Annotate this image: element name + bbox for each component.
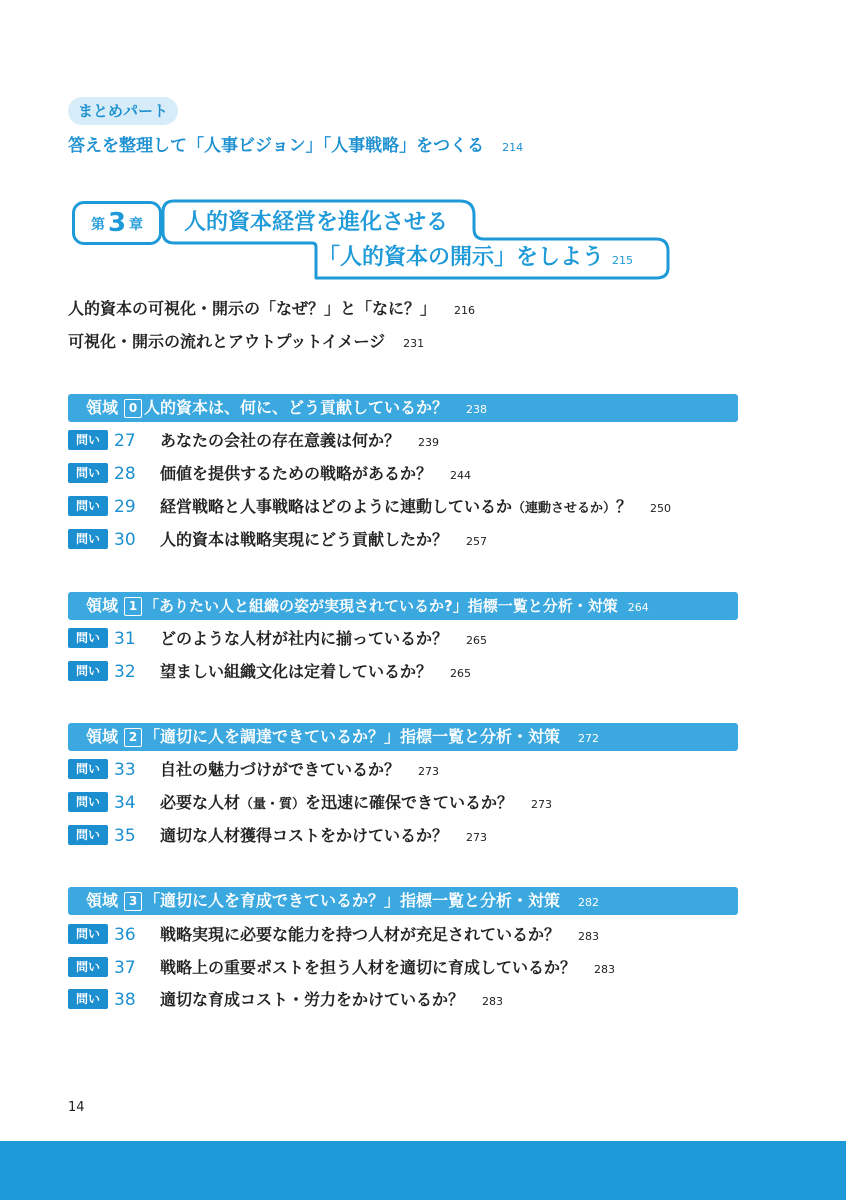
- domain-page: 238: [466, 403, 488, 416]
- summary-entry-title: 答えを整理して「人事ビジョン」「人事戦略」をつくる: [68, 136, 485, 156]
- question-title-end: ？: [616, 497, 633, 516]
- domain-title: 「適切に人を調達できているか？」指標一覧と分析・対策: [144, 727, 561, 746]
- question-number: 30: [114, 530, 136, 550]
- question-row[interactable]: [68, 461, 471, 487]
- question-number: 35: [114, 826, 136, 846]
- domain-0-header[interactable]: [68, 394, 738, 422]
- chapter-suffix: 章: [129, 217, 144, 233]
- question-title: あなたの会社の存在意義は何か？: [160, 431, 401, 450]
- question-title: 価値を提供するための戦略があるか？: [160, 464, 433, 483]
- question-badge: 問い: [68, 661, 108, 681]
- question-title: どのような人材が社内に揃っているか？: [160, 629, 449, 648]
- domain-number-box: 1: [124, 597, 142, 616]
- question-badge: 問い: [68, 759, 108, 779]
- page-number: 14: [68, 1100, 85, 1115]
- summary-entry-page: 214: [502, 141, 524, 154]
- question-page: 283: [578, 930, 600, 943]
- domain-title: 人的資本は、何に、どう貢献しているか？: [144, 398, 449, 417]
- question-row[interactable]: [68, 494, 671, 520]
- question-title: 戦略上の重要ポストを担う人材を適切に育成しているか？: [160, 958, 577, 977]
- question-page: 239: [418, 436, 440, 449]
- question-title-note: （連動させるか）: [512, 501, 617, 516]
- domain-number-box: 3: [124, 892, 142, 911]
- domain-label: 領域: [86, 596, 119, 615]
- question-badge: 問い: [68, 792, 108, 812]
- intro-item-title: 人的資本の可視化・開示の「なぜ？」と「なに？」: [68, 299, 437, 318]
- question-number: 29: [114, 497, 136, 517]
- intro-item[interactable]: [68, 296, 475, 324]
- question-row[interactable]: [68, 626, 487, 652]
- question-title: [160, 497, 632, 516]
- chapter-number: 3: [107, 208, 127, 238]
- intro-item[interactable]: [68, 329, 424, 357]
- question-number: 36: [114, 925, 136, 945]
- question-row[interactable]: [68, 823, 487, 849]
- summary-entry[interactable]: [68, 133, 523, 161]
- question-badge: 問い: [68, 825, 108, 845]
- domain-label: 領域: [86, 398, 119, 417]
- chapter-number-box: [72, 201, 162, 245]
- question-title-note: （量・質）: [240, 797, 306, 812]
- question-badge: 問い: [68, 430, 108, 450]
- question-badge: 問い: [68, 463, 108, 483]
- question-title: 戦略実現に必要な能力を持つ人材が充足されているか？: [160, 925, 561, 944]
- question-row[interactable]: [68, 955, 615, 981]
- domain-1-header[interactable]: [68, 592, 738, 620]
- question-page: 283: [482, 995, 504, 1008]
- question-number: 38: [114, 990, 136, 1010]
- question-title-end: を迅速に確保できているか？: [305, 793, 514, 812]
- question-number: 32: [114, 662, 136, 682]
- domain-page: 272: [578, 732, 600, 745]
- intro-item-page: 231: [403, 337, 425, 350]
- question-row[interactable]: [68, 527, 487, 553]
- question-page: 273: [531, 798, 553, 811]
- question-page: 273: [418, 765, 440, 778]
- domain-label: 領域: [86, 727, 119, 746]
- chapter-title-line2-row[interactable]: [318, 241, 633, 278]
- domain-title: 「ありたい人と組織の姿が実現されているか?」指標一覧と分析・対策: [144, 597, 618, 615]
- question-page: 265: [466, 634, 488, 647]
- summary-part-badge: まとめパート: [68, 97, 178, 125]
- domain-number-box: 2: [124, 728, 142, 747]
- question-row[interactable]: [68, 757, 439, 783]
- chapter-title-line2: 「人的資本の開示」をしよう: [318, 245, 605, 270]
- question-page: 244: [450, 469, 472, 482]
- question-page: 257: [466, 535, 488, 548]
- question-number: 28: [114, 464, 136, 484]
- intro-item-title: 可視化・開示の流れとアウトプットイメージ: [68, 332, 386, 351]
- domain-3-header[interactable]: [68, 887, 738, 915]
- chapter-page: 215: [612, 254, 634, 267]
- domain-2-header[interactable]: [68, 723, 738, 751]
- question-page: 283: [594, 963, 616, 976]
- question-page: 273: [466, 831, 488, 844]
- footer-band: [0, 1141, 846, 1200]
- question-number: 33: [114, 760, 136, 780]
- question-badge: 問い: [68, 529, 108, 549]
- domain-page: 282: [578, 896, 600, 909]
- question-title: 望ましい組織文化は定着しているか？: [160, 662, 433, 681]
- question-title: 適切な人材獲得コストをかけているか？: [160, 826, 449, 845]
- domain-number-box: 0: [124, 399, 142, 418]
- domain-title: 「適切に人を育成できているか？」指標一覧と分析・対策: [144, 891, 561, 910]
- domain-page: 264: [627, 601, 649, 614]
- question-badge: 問い: [68, 924, 108, 944]
- question-row[interactable]: [68, 659, 471, 685]
- question-row[interactable]: [68, 922, 599, 948]
- question-title: 人的資本は戦略実現にどう貢献したか？: [160, 530, 449, 549]
- question-badge: 問い: [68, 496, 108, 516]
- chapter-title-line1: 人的資本経営を進化させる: [184, 210, 449, 235]
- question-title: 適切な育成コスト・労力をかけているか？: [160, 990, 465, 1009]
- question-page: 250: [650, 502, 672, 515]
- question-row[interactable]: [68, 790, 552, 816]
- intro-item-page: 216: [454, 304, 476, 317]
- chapter-prefix: 第: [90, 217, 105, 233]
- question-title-main: 必要な人材: [160, 793, 241, 812]
- question-row[interactable]: [68, 987, 503, 1013]
- question-badge: 問い: [68, 957, 108, 977]
- question-title: 自社の魅力づけができているか？: [160, 760, 401, 779]
- question-title: [160, 793, 513, 812]
- domain-label: 領域: [86, 891, 119, 910]
- question-number: 34: [114, 793, 136, 813]
- question-number: 27: [114, 431, 136, 451]
- question-badge: 問い: [68, 989, 108, 1009]
- question-badge: 問い: [68, 628, 108, 648]
- question-number: 31: [114, 629, 136, 649]
- question-title-main: 経営戦略と人事戦略はどのように連動しているか: [160, 497, 513, 516]
- question-page: 265: [450, 667, 472, 680]
- question-row[interactable]: [68, 428, 439, 454]
- question-number: 37: [114, 958, 136, 978]
